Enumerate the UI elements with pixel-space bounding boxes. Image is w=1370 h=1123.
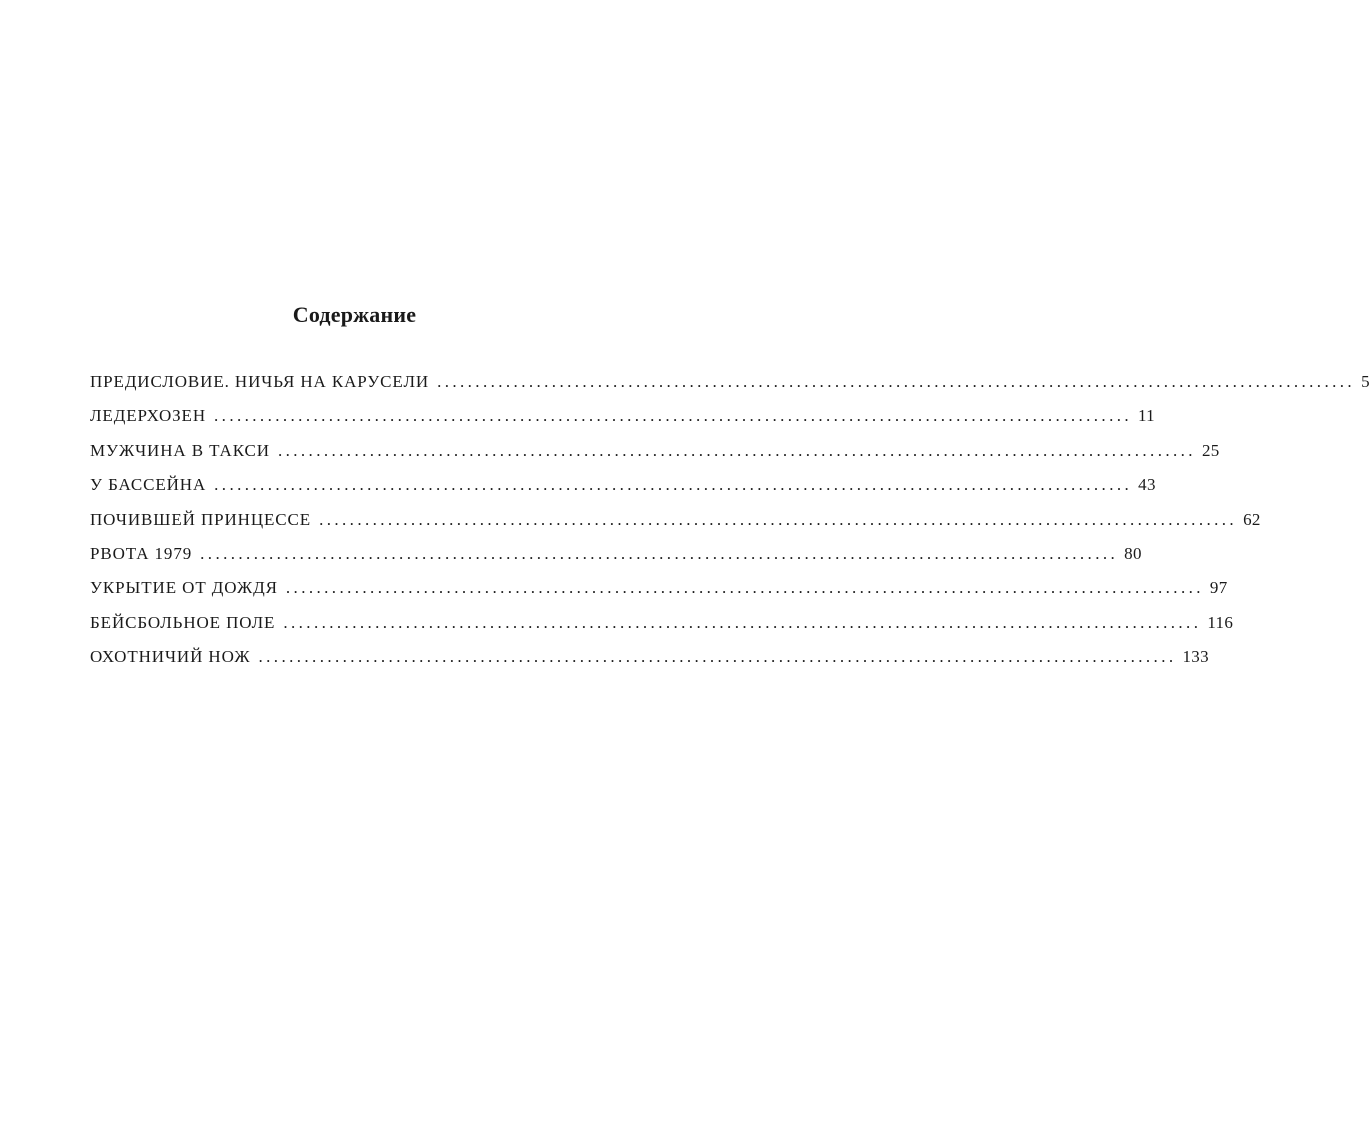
toc-heading: Содержание (292, 302, 417, 327)
toc-page-number: 62 (1243, 509, 1261, 529)
toc-entry (90, 647, 1209, 681)
dot-leader: ........................................................................................................................ (319, 509, 1238, 529)
toc-page-number: 80 (1124, 543, 1142, 563)
toc-entry-title: У БАССЕЙНА (90, 475, 207, 495)
toc-page-number: 11 (1138, 406, 1155, 426)
toc-page-number: 97 (1209, 578, 1228, 598)
toc-entry (90, 372, 1370, 406)
toc-page-number: 43 (1138, 475, 1156, 495)
toc-entry (90, 475, 1156, 509)
toc-page-number: 133 (1182, 647, 1209, 667)
toc-entry-title: ПОЧИВШЕЙ ПРИНЦЕССЕ (90, 509, 312, 529)
dot-leader: ........................................................................................................................ (214, 406, 1133, 426)
toc-page-number: 25 (1201, 440, 1220, 460)
toc-entry-title: ОХОТНИЧИЙ НОЖ (90, 647, 251, 667)
dot-leader: ........................................................................................................................ (258, 647, 1177, 667)
table-of-contents (90, 372, 1370, 682)
toc-entry-title: ПРЕДИСЛОВИЕ. НИЧЬЯ НА КАРУСЕЛИ (90, 372, 430, 391)
toc-entry (90, 543, 1142, 578)
dot-leader: ........................................................................................................................ (277, 440, 1196, 460)
toc-entry (90, 440, 1220, 475)
toc-entry (90, 578, 1228, 612)
dot-leader: ........................................................................................................................ (437, 372, 1356, 391)
toc-entry-title: МУЖЧИНА В ТАКСИ (90, 440, 270, 460)
toc-page-number: 5 (1361, 372, 1370, 391)
toc-entry (90, 612, 1234, 647)
toc-page-number: 116 (1207, 612, 1234, 632)
toc-entry-title: УКРЫТИЕ ОТ ДОЖДЯ (90, 578, 278, 598)
toc-entry (90, 406, 1155, 440)
toc-entry-title: ЛЕДЕРХОЗЕН (90, 406, 207, 426)
toc-entry (90, 509, 1261, 544)
dot-leader: ........................................................................................................................ (283, 612, 1202, 632)
toc-entry-title: БЕЙСБОЛЬНОЕ ПОЛЕ (90, 612, 276, 632)
dot-leader: ........................................................................................................................ (214, 475, 1133, 495)
dot-leader: ........................................................................................................................ (285, 578, 1204, 598)
dot-leader: ........................................................................................................................ (200, 543, 1119, 563)
toc-entry-title: РВОТА 1979 (90, 543, 193, 563)
